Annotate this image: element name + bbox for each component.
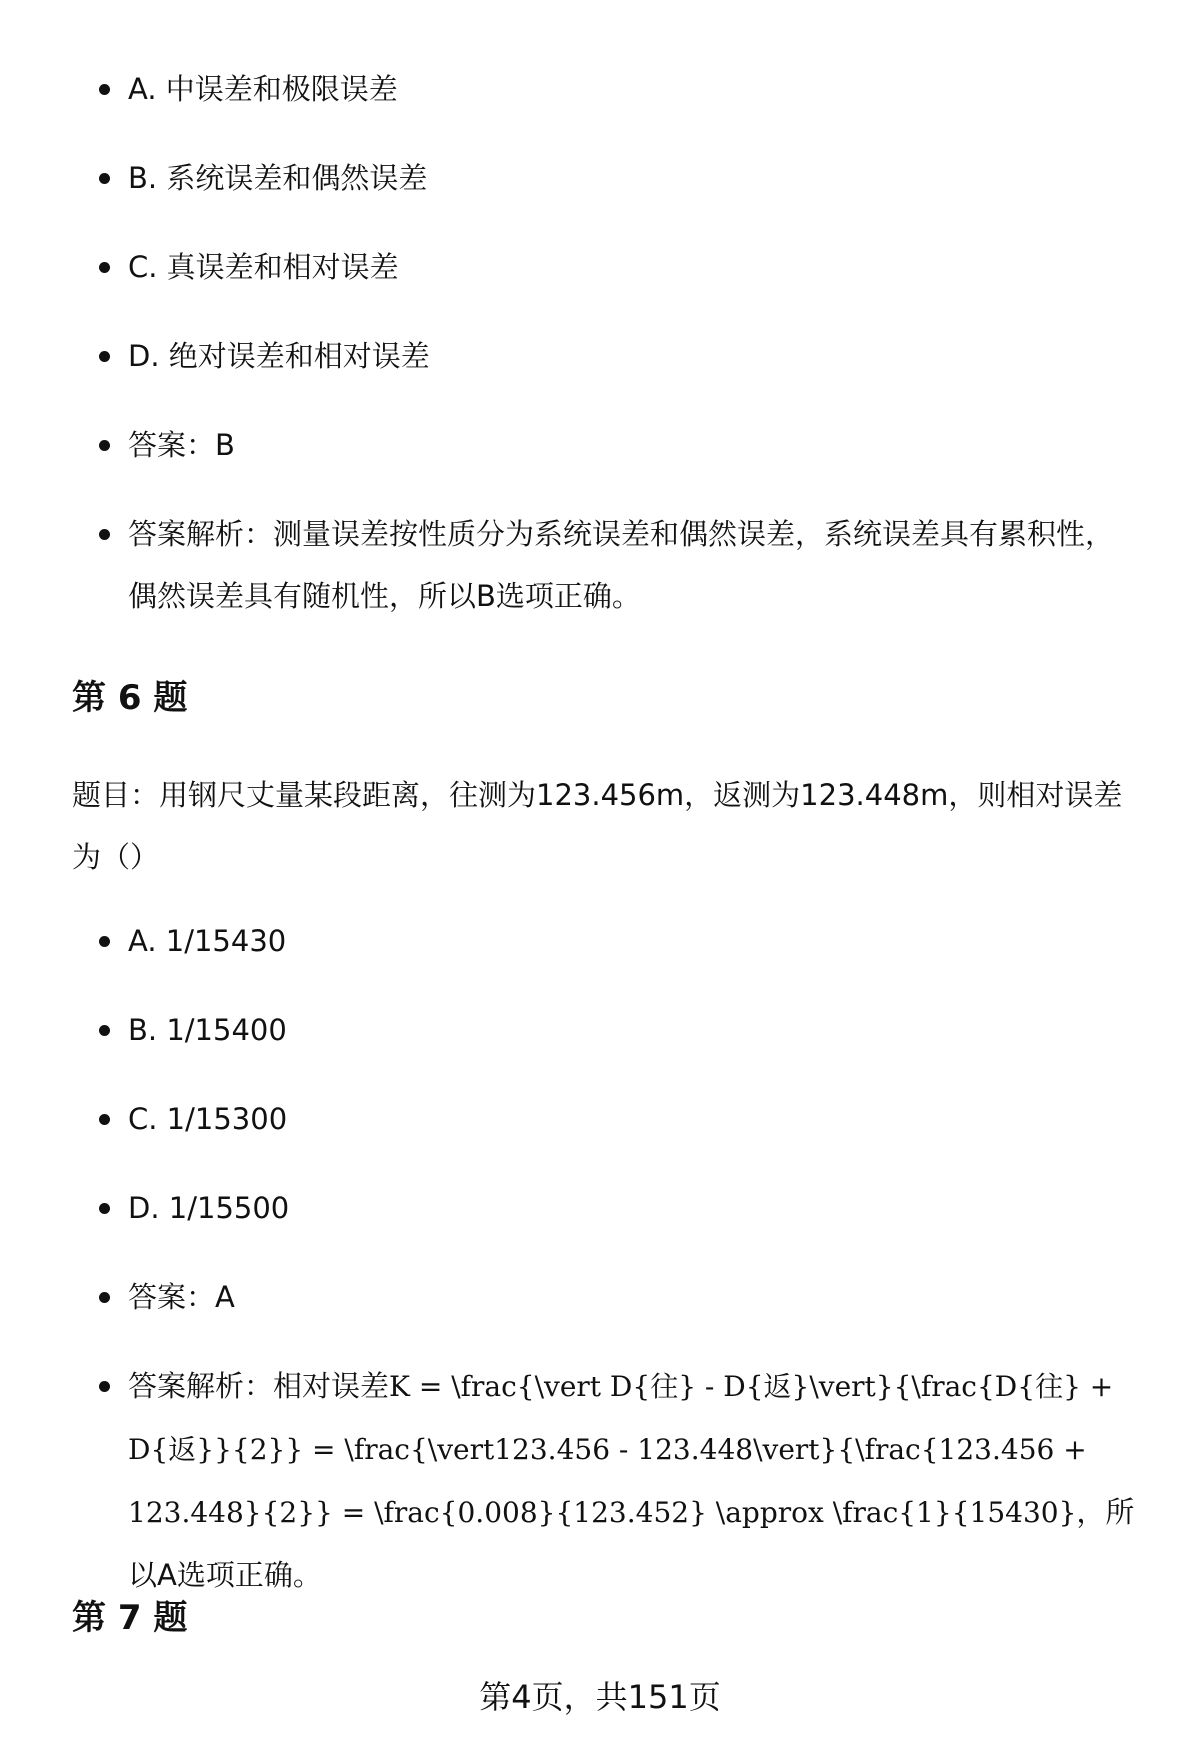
q5-option-a: A. 中误差和极限误差 <box>128 58 1138 120</box>
q6-explanation-label: 答案解析：相对误差 <box>128 1369 390 1403</box>
q6-explanation-tail: ，所以A选项正确。 <box>128 1495 1135 1592</box>
q6-option-a: A. 1/15430 <box>128 910 1138 972</box>
q5-answer: 答案：B <box>128 414 1138 476</box>
page-footer: 第4页，共151页 <box>479 1678 721 1716</box>
q6-option-b: B. 1/15400 <box>128 999 1138 1061</box>
q6-explanation <box>128 1355 1138 1606</box>
q6-question: 题目：用钢尺丈量某段距离，往测为123.456m，返测为123.448m，则相对误差为（） <box>72 778 1123 874</box>
q7-heading: 第 7 题 <box>72 1598 188 1638</box>
q5-option-d: D. 绝对误差和相对误差 <box>128 325 1138 387</box>
q6-heading: 第 6 题 <box>72 678 188 718</box>
q6-answer: 答案：A <box>128 1266 1138 1328</box>
q5-option-b: B. 系统误差和偶然误差 <box>128 147 1138 209</box>
q6-option-d: D. 1/15500 <box>128 1177 1138 1239</box>
q5-option-c: C. 真误差和相对误差 <box>128 236 1138 298</box>
q5-explanation: 答案解析：测量误差按性质分为系统误差和偶然误差，系统误差具有累积性，偶然误差具有随机性，所以B选项正确。 <box>128 503 1138 627</box>
q6-explanation-formula: K = \frac{\vert D{往} - D{返}\vert}{\frac{D{往} + D{返}}{2}} = \frac{\vert123.456 - 123.448\vert}{\frac{123.456 + 123.448}{2}} = \frac{0.008}{123.452} \approx \frac{1}{15430} <box>128 1370 1114 1529</box>
q6-option-c: C. 1/15300 <box>128 1088 1138 1150</box>
